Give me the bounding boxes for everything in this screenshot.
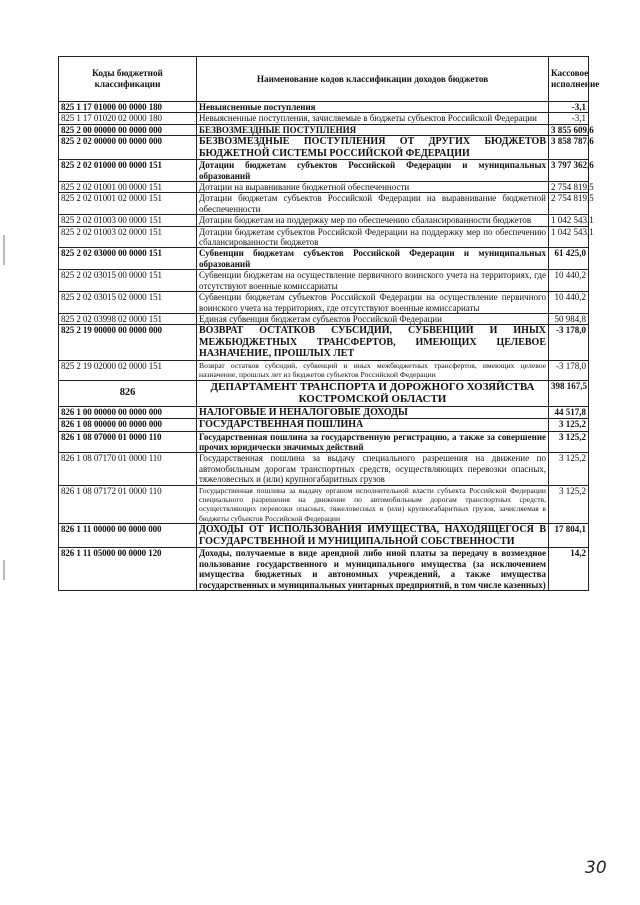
row-name: Дотации бюджетам субъектов Российской Федерации и муниципальных образований: [197, 160, 549, 182]
row-name: Дотации на выравнивание бюджетной обеспеченности: [197, 182, 549, 193]
row-name: Субвенции бюджетам на осуществление первичного воинского учета на территориях, где отсутствуют военные комиссариаты: [197, 270, 549, 292]
table-row: [59, 548, 589, 591]
row-code: 825 2 02 01001 02 0000 151: [59, 193, 197, 215]
row-code: 826 1 08 07172 01 0000 110: [59, 485, 197, 524]
row-amount: 3 855 609,6: [549, 124, 589, 135]
row-code: 825 2 02 01000 00 0000 151: [59, 160, 197, 182]
row-code: 825 1 17 01000 00 0000 180: [59, 102, 197, 113]
row-amount: 1 042 543,1: [549, 226, 589, 248]
row-amount: 50 984,8: [549, 313, 589, 324]
row-code: 826 1 00 00000 00 0000 000: [59, 406, 197, 419]
row-name: Государственная пошлина за выдачу органом исполнительной власти субъекта Российской Федерации специального разрешения на движение по автомобильным дорогам транспортных средств, осуществляющих перевозки опасных, тяжеловесных и (или) крупногабаритных грузов, зачисляемая в бюджеты субъектов Российской Федерации: [197, 485, 549, 524]
row-amount: 44 517,8: [549, 406, 589, 419]
row-code: 825 2 02 03015 02 0000 151: [59, 292, 197, 314]
table-row: [59, 160, 589, 182]
table-row: [59, 313, 589, 324]
table-row: [59, 325, 589, 361]
row-name: НАЛОГОВЫЕ И НЕНАЛОГОВЫЕ ДОХОДЫ: [197, 406, 549, 419]
row-code: 826 1 11 05000 00 0000 120: [59, 548, 197, 591]
department-row: [59, 380, 589, 406]
table-row: [59, 406, 589, 419]
row-name: ДЕПАРТАМЕНТ ТРАНСПОРТА И ДОРОЖНОГО ХОЗЯЙСТВА КОСТРОМСКОЙ ОБЛАСТИ: [197, 380, 549, 406]
row-amount: 10 440,2: [549, 270, 589, 292]
table-row: [59, 419, 589, 432]
table-row: [59, 193, 589, 215]
table-row: [59, 431, 589, 453]
row-name: ВОЗВРАТ ОСТАТКОВ СУБСИДИЙ, СУБВЕНЦИЙ И ИНЫХ МЕЖБЮДЖЕТНЫХ ТРАНСФЕРТОВ, ИМЕЮЩИХ ЦЕЛЕВОЕ НАЗНАЧЕНИЕ, ПРОШЛЫХ ЛЕТ: [197, 325, 549, 361]
row-name: Дотации бюджетам на поддержку мер по обеспечению сбалансированности бюджетов: [197, 215, 549, 226]
row-name: ДОХОДЫ ОТ ИСПОЛЬЗОВАНИЯ ИМУЩЕСТВА, НАХОДЯЩЕГОСЯ В ГОСУДАРСТВЕННОЙ И МУНИЦИПАЛЬНОЙ СОБСТВЕННОСТИ: [197, 524, 549, 548]
row-code: 825 2 02 03000 00 0000 151: [59, 248, 197, 270]
row-name: Возврат остатков субсидий, субвенций и иных межбюджетных трансфертов, имеющих целевое назначение, прошлых лет из бюджетов субъектов Российской Федерации: [197, 360, 549, 380]
scan-margin-mark: [3, 235, 5, 265]
row-name: Государственная пошлина за выдачу специального разрешения на движение по автомобильным дорогам транспортных средств, осуществляющих перевозки опасных, тяжеловесных и (или) крупногабаритных грузов: [197, 453, 549, 485]
table-row: [59, 360, 589, 380]
table-row: [59, 485, 589, 524]
row-code: 826 1 08 07170 01 0000 110: [59, 453, 197, 485]
header-amount: Кассовое исполнение: [549, 57, 589, 102]
row-amount: 3 858 787,6: [549, 136, 589, 160]
table-row: [59, 453, 589, 485]
table-row: [59, 270, 589, 292]
row-amount: 10 440,2: [549, 292, 589, 314]
row-amount: 1 042 543,1: [549, 215, 589, 226]
row-amount: 61 425,0: [549, 248, 589, 270]
row-amount: 2 754 819,5: [549, 182, 589, 193]
table-row: [59, 524, 589, 548]
row-code: 826 1 08 00000 00 0000 000: [59, 419, 197, 432]
row-amount: -3 178,0: [549, 325, 589, 361]
table-row: [59, 124, 589, 135]
row-amount: 3 125,2: [549, 431, 589, 453]
row-code: 826: [59, 380, 197, 406]
row-code: 825 2 02 01003 02 0000 151: [59, 226, 197, 248]
table-body: [59, 102, 594, 591]
row-amount: 2 754 819,5: [549, 193, 589, 215]
row-code: 825 2 00 00000 00 0000 000: [59, 124, 197, 135]
row-code: 825 2 02 01001 00 0000 151: [59, 182, 197, 193]
table-row: [59, 226, 589, 248]
row-code: 825 2 19 00000 00 0000 000: [59, 325, 197, 361]
row-code: 825 2 19 02000 02 0000 151: [59, 360, 197, 380]
table-row: [59, 215, 589, 226]
table-header-row: [59, 57, 589, 102]
scan-margin-mark: [3, 560, 5, 580]
table-row: [59, 292, 589, 314]
page-number: 30: [585, 858, 607, 878]
row-name: Субвенции бюджетам субъектов Российской Федерации на осуществление первичного воинского учета на территориях, где отсутствуют военные комиссариаты: [197, 292, 549, 314]
table-row: [59, 248, 589, 270]
row-name: Дотации бюджетам субъектов Российской Федерации на выравнивание бюджетной обеспеченности: [197, 193, 549, 215]
row-amount: -3 178,0: [549, 360, 589, 380]
row-amount: -3,1: [549, 102, 589, 113]
row-code: 825 2 02 01003 00 0000 151: [59, 215, 197, 226]
revenue-table: [58, 56, 600, 591]
row-code: 825 2 02 03998 02 0000 151: [59, 313, 197, 324]
table-row: [59, 182, 589, 193]
row-name: Единая субвенция бюджетам субъектов Российской Федерации: [197, 313, 549, 324]
row-amount: 3 125,2: [549, 419, 589, 432]
row-name: Дотации бюджетам субъектов Российской Федерации на поддержку мер по обеспечению сбалансированности бюджетов: [197, 226, 549, 248]
header-code: Коды бюджетной классификации: [59, 57, 197, 102]
table-row: [59, 102, 589, 113]
row-name: Невыясненные поступления: [197, 102, 549, 113]
row-amount: 3 125,2: [549, 453, 589, 485]
row-code: 825 1 17 01020 02 0000 180: [59, 113, 197, 124]
table-row: [59, 136, 589, 160]
row-name: Государственная пошлина за государственную регистрацию, а также за совершение прочих юридически значимых действий: [197, 431, 549, 453]
row-code: 825 2 02 03015 00 0000 151: [59, 270, 197, 292]
row-name: Субвенции бюджетам субъектов Российской Федерации и муниципальных образований: [197, 248, 549, 270]
row-amount: 3 797 362,6: [549, 160, 589, 182]
row-amount: 14,2: [549, 548, 589, 591]
header-name: Наименование кодов классификации доходов бюджетов: [197, 57, 549, 102]
row-amount: 398 167,5: [549, 380, 589, 406]
row-name: Невыясненные поступления, зачисляемые в бюджеты субъектов Российской Федерации: [197, 113, 549, 124]
row-name: БЕЗВОЗМЕЗДНЫЕ ПОСТУПЛЕНИЯ ОТ ДРУГИХ БЮДЖЕТОВ БЮДЖЕТНОЙ СИСТЕМЫ РОССИЙСКОЙ ФЕДЕРАЦИИ: [197, 136, 549, 160]
row-name: ГОСУДАРСТВЕННАЯ ПОШЛИНА: [197, 419, 549, 432]
row-amount: -3,1: [549, 113, 589, 124]
row-name: БЕЗВОЗМЕЗДНЫЕ ПОСТУПЛЕНИЯ: [197, 124, 549, 135]
table-row: [59, 113, 589, 124]
row-code: 826 1 08 07000 01 0000 110: [59, 431, 197, 453]
row-code: 825 2 02 00000 00 0000 000: [59, 136, 197, 160]
row-name: Доходы, получаемые в виде арендной либо иной платы за передачу в возмездное пользование государственного и муниципального имущества (за исключением имущества бюджетных и автономных учреждений, а также имущества государственных и муниципальных унитарных предприятий, в том числе казенных): [197, 548, 549, 591]
row-amount: 17 804,1: [549, 524, 589, 548]
row-code: 826 1 11 00000 00 0000 000: [59, 524, 197, 548]
row-amount: 3 125,2: [549, 485, 589, 524]
